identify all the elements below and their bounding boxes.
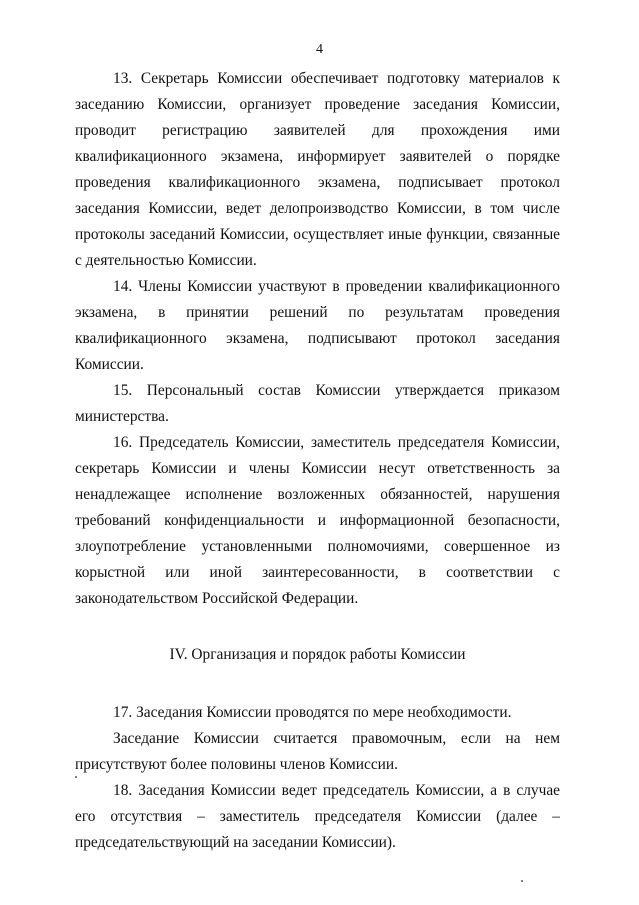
paragraph-15: 15. Персональный состав Комиссии утверждается приказом министерства. [75,382,560,425]
section-heading: IV. Организация и порядок работы Комиссии [169,646,466,663]
page-number: 4 [316,42,323,57]
paragraph-16: 16. Председатель Комиссии, заместитель председателя Комиссии, секретарь Комиссии и члены Комиссии несут ответственность за ненадлежащее исполнение возложенных обязанностей, нарушения требований конфиденциальности и информационной безопасности, злоупотребление установленными полномочиями, совершенное из корыстной или иной заинтересованности, в соответствии с законодательством Российской Федерации. [75,434,560,607]
paragraph-quorum: Заседание Комиссии считается правомочным, если на нем присутствуют более половины членов Комиссии. [75,730,560,773]
paragraph-18: 18. Заседания Комиссии ведет председатель Комиссии, а в случае его отсутствия – заместитель председателя Комиссии (далее – председательствующий на заседании Комиссии). [75,782,560,851]
scan-speck [75,776,77,778]
paragraph-13: 13. Секретарь Комиссии обеспечивает подготовку материалов к заседанию Комиссии, организует проведение заседания Комиссии, проводит регистрацию заявителей для прохождения ими квалификационного экзамена, информирует заявителей о порядке проведения квалификационного экзамена, подписывает протокол заседания Комиссии, ведет делопроизводство Комиссии, в том числе протоколы заседаний Комиссии, осуществляет иные функции, связанные с деятельностью Комиссии. [75,70,560,269]
paragraph-14: 14. Члены Комиссии участвуют в проведении квалификационного экзамена, в принятии решений по результатам проведения квалификационного экзамена, подписывают протокол заседания Комиссии. [75,278,560,373]
paragraph-17: 17. Заседания Комиссии проводятся по мере необходимости. [113,704,512,721]
document-body [75,66,560,856]
scan-speck [521,880,523,882]
